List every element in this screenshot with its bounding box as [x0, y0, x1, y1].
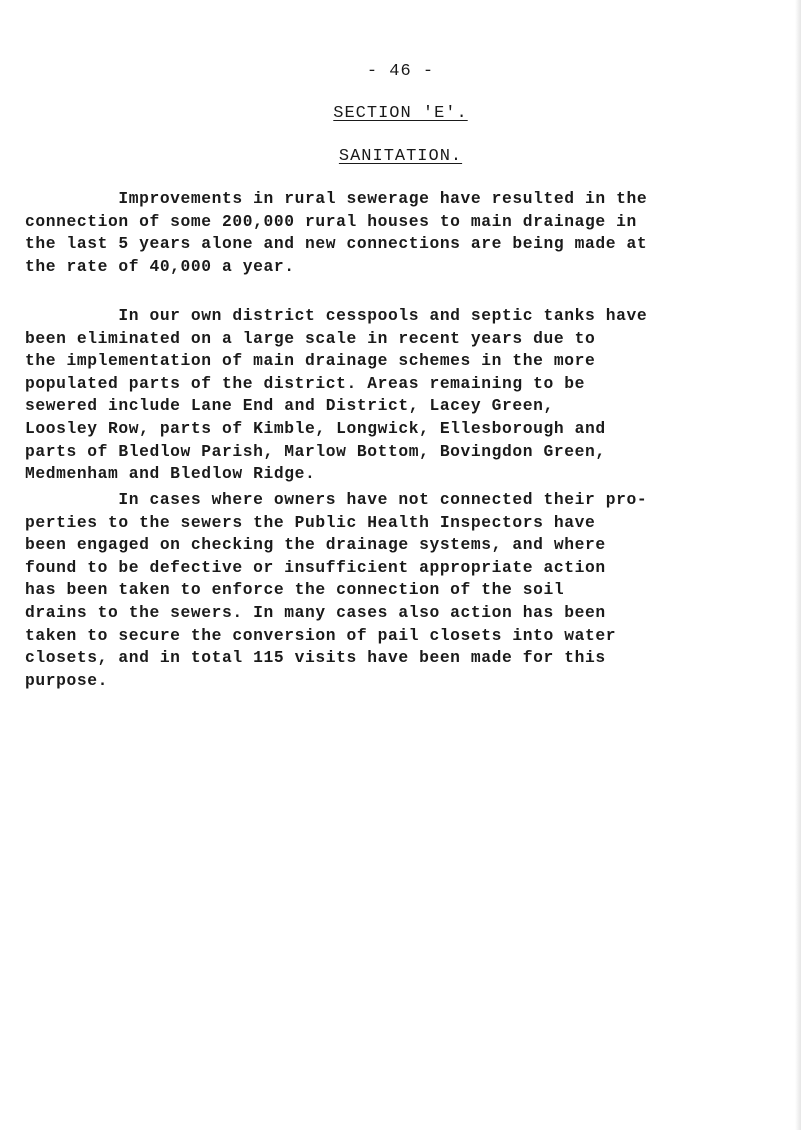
page-number: - 46 -	[366, 62, 435, 81]
text-line: In our own district cesspools and septic tanks have	[25, 306, 648, 325]
text-line: the last 5 years alone and new connections are being made at	[25, 234, 648, 254]
text-line: the implementation of main drainage schemes in the more	[25, 351, 596, 371]
text-line: In cases where owners have not connected their pro-	[25, 490, 648, 509]
text-line: perties to the sewers the Public Health Inspectors have	[25, 512, 596, 532]
text-line: sewered include Lane End and District, Lacey Green,	[25, 396, 554, 416]
text-line: connection of some 200,000 rural houses to main drainage in	[25, 211, 637, 231]
sub-heading-text: SANITATION.	[338, 147, 463, 166]
text-line: taken to secure the conversion of pail closets into water	[25, 625, 617, 645]
text-line: Improvements in rural sewerage have resulted in the	[25, 189, 648, 208]
text-line: drains to the sewers. In many cases also action has been	[25, 602, 606, 622]
sub-heading	[0, 147, 801, 166]
section-heading	[0, 104, 801, 123]
text-line: been eliminated on a large scale in recent years due to	[25, 328, 596, 348]
text-line: has been taken to enforce the connection of the soil	[25, 580, 565, 600]
paragraph-rural-sewerage	[25, 188, 795, 278]
paragraph-district-cesspools	[25, 305, 795, 486]
section-heading-text: SECTION 'E'.	[333, 104, 468, 123]
paragraph-connections-enforcement	[25, 489, 795, 692]
text-line: parts of Bledlow Parish, Marlow Bottom, Bovingdon Green,	[25, 441, 606, 461]
page-edge-shadow	[795, 0, 801, 1130]
text-line: purpose.	[25, 670, 108, 690]
text-line: found to be defective or insufficient appropriate action	[25, 557, 606, 577]
text-line: populated parts of the district. Areas remaining to be	[25, 373, 585, 393]
text-line: Loosley Row, parts of Kimble, Longwick, Ellesborough and	[25, 418, 606, 438]
text-line: been engaged on checking the drainage systems, and where	[25, 535, 606, 555]
text-line: Medmenham and Bledlow Ridge.	[25, 464, 316, 484]
text-line: the rate of 40,000 a year.	[25, 256, 295, 276]
text-line: closets, and in total 115 visits have been made for this	[25, 648, 606, 668]
